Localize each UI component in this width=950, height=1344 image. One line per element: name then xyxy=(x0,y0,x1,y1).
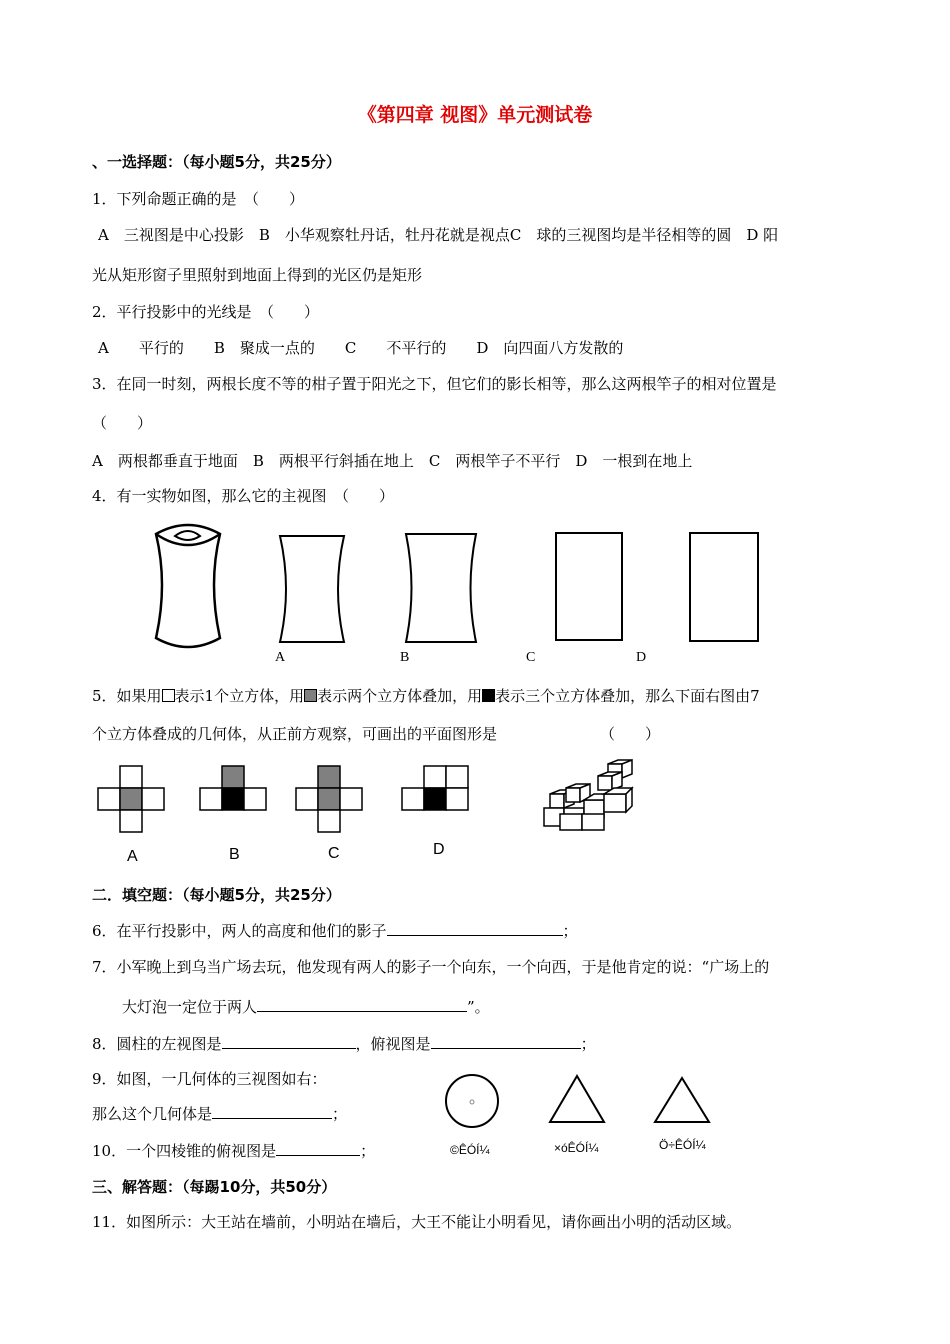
q10-end: ； xyxy=(360,1142,376,1160)
q5-text-2: 表示1个立方体，用 xyxy=(174,687,305,705)
q4-label-d: D xyxy=(636,650,647,665)
q3-blank: （ ） xyxy=(92,414,153,432)
q9-line1: 9．如图，一几何体的三视图如右： xyxy=(92,1070,327,1088)
q4-option-c-figure xyxy=(555,532,625,642)
q10 xyxy=(92,1141,375,1161)
q5-line2: 个立方体叠成的几何体，从正前方观察，可画出的平面图形是 xyxy=(92,725,498,743)
q9-label-front-view: Ö÷ÊÓÍ¼ xyxy=(659,1138,706,1152)
q10-answer-blank[interactable] xyxy=(276,1141,360,1156)
q3-options: A 两根都垂直于地面 B 两根平行斜插在地上 C 两根竿子不平行 D 一根到在地上 xyxy=(92,452,693,470)
q4-label-c: C xyxy=(526,650,536,665)
q5-text-3: 表示两个立方体叠加，用 xyxy=(317,687,483,705)
q9-line2 xyxy=(92,1104,347,1124)
grey-square-symbol xyxy=(304,689,317,702)
q8-end: ； xyxy=(580,1035,596,1053)
q1-stem: 1．下列命题正确的是 （ ） xyxy=(92,190,305,208)
q3-stem: 3．在同一时刻，两根长度不等的柑子置于阳光之下，但它们的影长相等，那么这两根竿子的相对位置是 xyxy=(92,375,777,393)
q5-option-a-figure xyxy=(97,765,165,833)
q9-answer-blank[interactable] xyxy=(212,1104,332,1119)
q5-text-4: 表示三个立方体叠加，那么下面右图由7 xyxy=(495,687,760,705)
q5-label-d: D xyxy=(433,841,445,858)
q7-line2 xyxy=(122,997,490,1017)
q10-text: 10．一个四棱锥的俯视图是 xyxy=(92,1142,277,1160)
q9-left-view-triangle xyxy=(548,1074,606,1124)
q4-option-a-figure xyxy=(272,534,352,644)
q8 xyxy=(92,1034,596,1054)
q4-option-b-figure xyxy=(403,532,479,644)
page-title: 《第四章 视图》单元测试卷 xyxy=(357,104,593,126)
q7-text: 大灯泡一定位于两人 xyxy=(122,998,258,1016)
q8-answer-blank-2[interactable] xyxy=(431,1034,581,1049)
q5-cube-stack-figure xyxy=(542,760,632,832)
q4-stem: 4．有一实物如图，那么它的主视图 （ ） xyxy=(92,487,395,505)
q2-options: A 平行的 B 聚成一点的 C 不平行的 D 向四面八方发散的 xyxy=(98,339,624,357)
q7-end: ”。 xyxy=(467,998,490,1016)
q9-top-view-circle xyxy=(444,1073,500,1129)
q6-answer-blank[interactable] xyxy=(387,921,563,936)
q4-option-d-figure xyxy=(689,532,761,644)
q8-answer-blank-1[interactable] xyxy=(222,1034,356,1049)
q5-option-b-figure xyxy=(199,765,267,811)
section-1-heading: 、一选择题：（每小题5分，共25分） xyxy=(92,153,341,171)
q5-line1 xyxy=(92,686,760,706)
q9-label-top-view: ©ÊÓÍ¼ xyxy=(450,1143,490,1157)
q7-answer-blank[interactable] xyxy=(257,997,467,1012)
q6-text: 6．在平行投影中，两人的高度和他们的影子 xyxy=(92,922,387,940)
q5-label-b: B xyxy=(229,846,240,863)
q8-text-a: 8．圆柱的左视图是 xyxy=(92,1035,222,1053)
q4-label-a: A xyxy=(275,650,286,665)
q5-text-1: 5．如果用 xyxy=(92,687,162,705)
q4-object-figure xyxy=(148,522,228,658)
q5-option-c-figure xyxy=(295,765,363,833)
white-square-symbol xyxy=(162,689,175,702)
black-square-symbol xyxy=(482,689,495,702)
section-3-heading: 三、解答题：（每踢10分，共50分） xyxy=(92,1178,337,1196)
q6 xyxy=(92,921,578,941)
q9-label-left-view: ×óÊÓÍ¼ xyxy=(554,1141,599,1155)
q6-end: ； xyxy=(562,922,578,940)
q1-options-line1: A 三视图是中心投影 B 小华观察牡丹话，牡丹花就是视点C 球的三视图均是半径相等的圆 D 阳 xyxy=(98,226,779,244)
q8-text-b: ，俯视图是 xyxy=(355,1035,431,1053)
q7-line1: 7．小军晚上到乌当广场去玩，他发现有两人的影子一个向东，一个向西，于是他肯定的说：“广场上的 xyxy=(92,958,770,976)
q9-text: 那么这个几何体是 xyxy=(92,1105,213,1123)
q5-label-c: C xyxy=(328,845,340,862)
section-2-heading: 二．填空题：（每小题5分，共25分） xyxy=(92,886,341,904)
q4-label-b: B xyxy=(400,650,410,665)
q9-front-view-triangle xyxy=(653,1076,711,1124)
q1-options-line2: 光从矩形窗子里照射到地面上得到的光区仍是矩形 xyxy=(92,266,423,284)
q5-blank: （ ） xyxy=(600,725,661,743)
q5-label-a: A xyxy=(127,848,138,865)
q2-stem: 2．平行投影中的光线是 （ ） xyxy=(92,303,320,321)
q11: 11．如图所示：大王站在墙前，小明站在墙后，大王不能让小明看见，请你画出小明的活动区域。 xyxy=(92,1213,742,1231)
q5-option-d-figure xyxy=(401,765,469,811)
q9-end: ； xyxy=(332,1105,348,1123)
